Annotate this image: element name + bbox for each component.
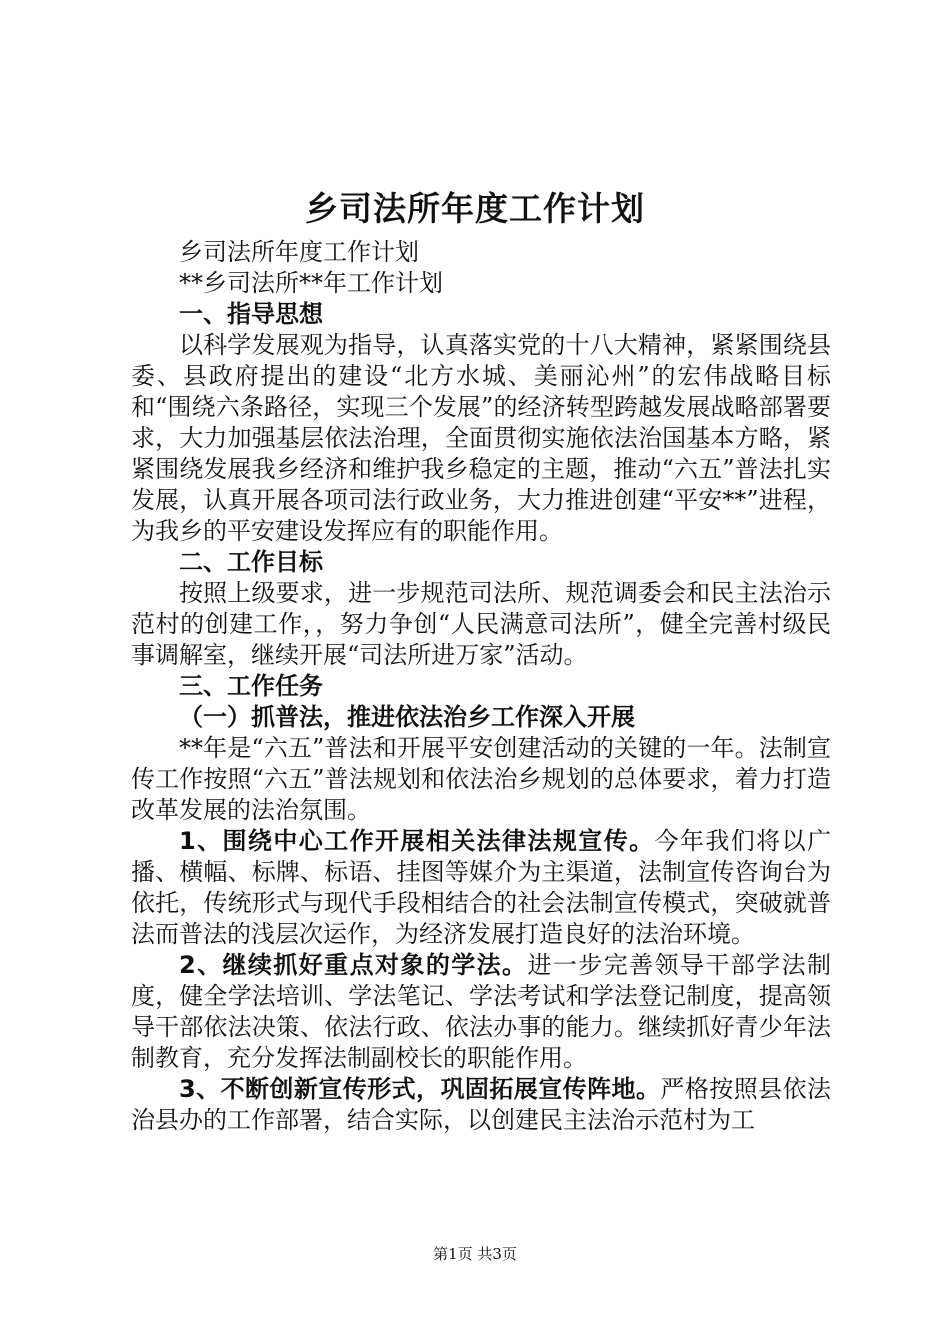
document-title: 乡司法所年度工作计划 <box>305 189 645 228</box>
paragraph <box>131 1074 831 1136</box>
paragraph-lead: 1、围绕中心工作开展相关法律法规宣传。 <box>179 827 655 855</box>
paragraph <box>131 578 831 671</box>
paragraph-lead: 三、工作任务 <box>179 672 323 700</box>
paragraph-text: 严格按照县依法治县办的工作部署，结合实际，以创建民主法治示范村为工 <box>131 1075 831 1134</box>
section-heading <box>131 299 831 330</box>
paragraph <box>131 268 831 299</box>
paragraph-lead: （一）抓普法，推进依法治乡工作深入开展 <box>179 703 635 731</box>
paragraph-lead: 3、不断创新宣传形式，巩固拓展宣传阵地。 <box>179 1075 661 1103</box>
paragraph-text: 按照上级要求，进一步规范司法所、规范调委会和民主法治示范村的创建工作，，努力争创“人民满意司法所”，健全完善村级民事调解室，继续开展“司法所进万家”活动。 <box>131 579 831 669</box>
document-body <box>131 237 831 1136</box>
paragraph <box>131 237 831 268</box>
paragraph <box>131 330 831 547</box>
paragraph-text: 乡司法所年度工作计划 <box>179 238 419 266</box>
section-heading <box>131 671 831 702</box>
paragraph-lead: 二、工作目标 <box>179 548 323 576</box>
section-heading <box>131 547 831 578</box>
paragraph <box>131 950 831 1074</box>
paragraph-lead: 一、指导思想 <box>179 300 323 328</box>
paragraph-lead: 2、继续抓好重点对象的学法。 <box>179 951 528 979</box>
paragraph-text: 今年我们将以广播、横幅、标牌、标语、挂图等媒介为主渠道，法制宣传咨询台为依托，传统形式与现代手段相结合的社会法制宣传模式，突破就普法而普法的浅层次运作，为经济发展打造良好的法治环境。 <box>131 827 832 948</box>
paragraph <box>131 826 831 950</box>
paragraph-text: **年是“六五”普法和开展平安创建活动的关键的一年。法制宣传工作按照“六五”普法规划和依法治乡规划的总体要求，着力打造改革发展的法治氛围。 <box>131 734 831 824</box>
paragraph-text: 以科学发展观为指导，认真落实党的十八大精神，紧紧围绕县委、县政府提出的建设“北方水城、美丽沁州”的宏伟战略目标和“围绕六条路径，实现三个发展”的经济转型跨越发展战略部署要求，大力加强基层依法治理，全面贯彻实施依法治国基本方略，紧紧围绕发展我乡经济和维护我乡稳定的主题，推动“六五”普法扎实发展，认真开展各项司法行政业务，大力推进创建“平安**”进程，为我乡的平安建设发挥应有的职能作用。 <box>131 331 831 545</box>
paragraph-text: **乡司法所**年工作计划 <box>179 269 443 297</box>
paragraph <box>131 733 831 826</box>
page-footer: 第1页 共3页 <box>433 1245 517 1263</box>
section-heading <box>131 702 831 733</box>
paragraph-text: 进一步完善领导干部学法制度，健全学法培训、学法笔记、学法考试和学法登记制度，提高领导干部依法决策、依法行政、依法办事的能力。继续抓好青少年法制教育，充分发挥法制副校长的职能作用。 <box>131 951 831 1072</box>
